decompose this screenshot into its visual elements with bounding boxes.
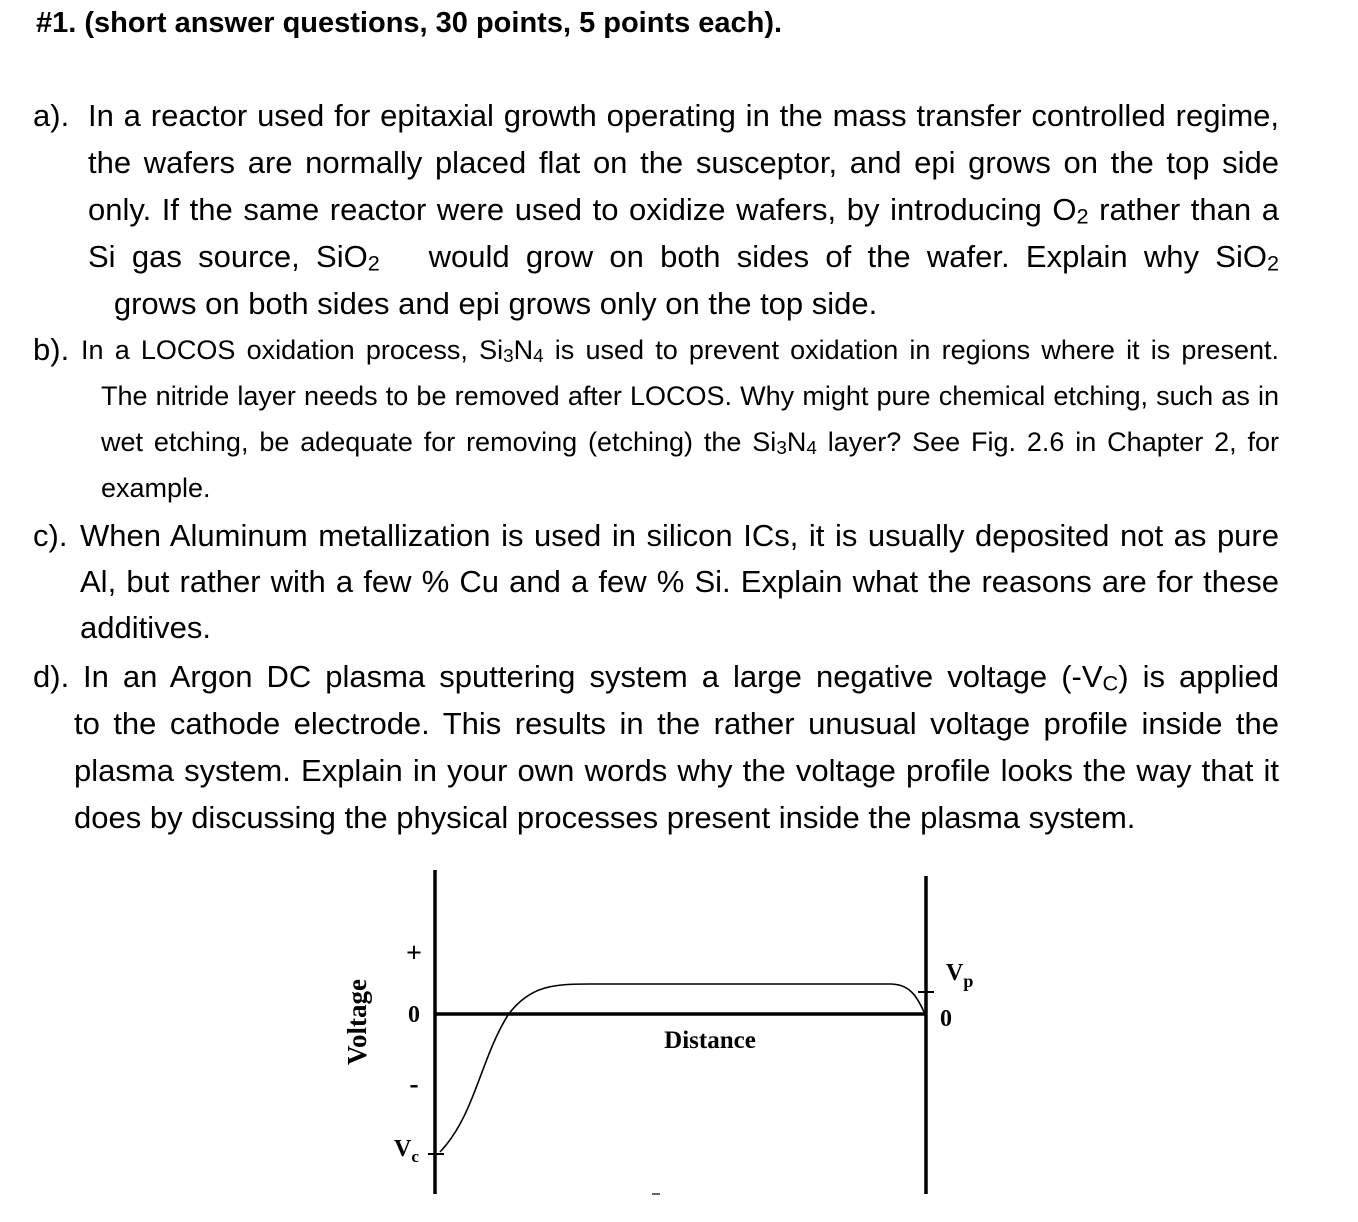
voltage-profile-figure bbox=[330, 860, 1010, 1205]
question-a-text: In a reactor used for epitaxial growth operating in the mass transfer controlled regime, the wafers are normally placed flat on the susceptor, and epi grows on the top side only. If the same reactor were used to oxidize wafers, by introducing $O_2$ rather than a Si gas source, SiO$_2$ would grow on both sides of the wafer. Explain why SiO$_2$ grows on both sides and epi grows only on the top side. bbox=[88, 98, 1280, 321]
tick-minus-label: - bbox=[409, 1069, 419, 1100]
question-d bbox=[33, 653, 1279, 841]
question-c-text: When Aluminum metallization is used in silicon ICs, it is usually deposited not as pure Al, but rather with a few % Cu and a few % Si. Explain what the reasons are for these additives. bbox=[80, 518, 1279, 645]
question-a-label: a). bbox=[33, 98, 70, 133]
y-axis-label: Voltage bbox=[342, 979, 372, 1065]
question-b-text: The nitride layer needs to be removed after LOCOS. Why might pure chemical etching, such as in wet etching, be adequate for removing (etching) the $Si_3N_4$ layer? See Fig. 2.6 in Chapter 2, for example. bbox=[101, 381, 1279, 503]
page-heading: #1. (short answer questions, 30 points, 5 points each). bbox=[36, 7, 783, 39]
question-c-label: c). bbox=[33, 518, 68, 553]
question-b bbox=[33, 327, 1279, 511]
question-d-text-first-line: In an Argon DC plasma sputtering system a large negative voltage $(-V_C)$ is applied bbox=[83, 659, 1279, 696]
vc-label: $V_c$ bbox=[394, 1136, 419, 1166]
question-b-text-first-line: In a LOCOS oxidation process, $Si_3N_4$ is used to prevent oxidation in regions where it is present. bbox=[81, 335, 1279, 367]
question-d-text: to the cathode electrode. This results in the rather unusual voltage profile inside the plasma system. Explain in your own words why the voltage profile looks the way that it does by discussing the physical processes present inside the plasma system. bbox=[74, 706, 1279, 835]
question-c bbox=[33, 513, 1279, 651]
question-d-label: d). bbox=[33, 659, 70, 694]
question-a bbox=[33, 92, 1279, 327]
voltage-profile-curve bbox=[440, 984, 924, 1152]
right-zero-label: 0 bbox=[940, 1006, 952, 1032]
tick-plus-label: + bbox=[406, 938, 422, 969]
vp-label: $V_p$ bbox=[946, 960, 974, 991]
tick-zero-label: 0 bbox=[408, 1002, 420, 1028]
question-b-label: b). bbox=[33, 332, 70, 367]
x-axis-label: Distance bbox=[664, 1027, 756, 1054]
